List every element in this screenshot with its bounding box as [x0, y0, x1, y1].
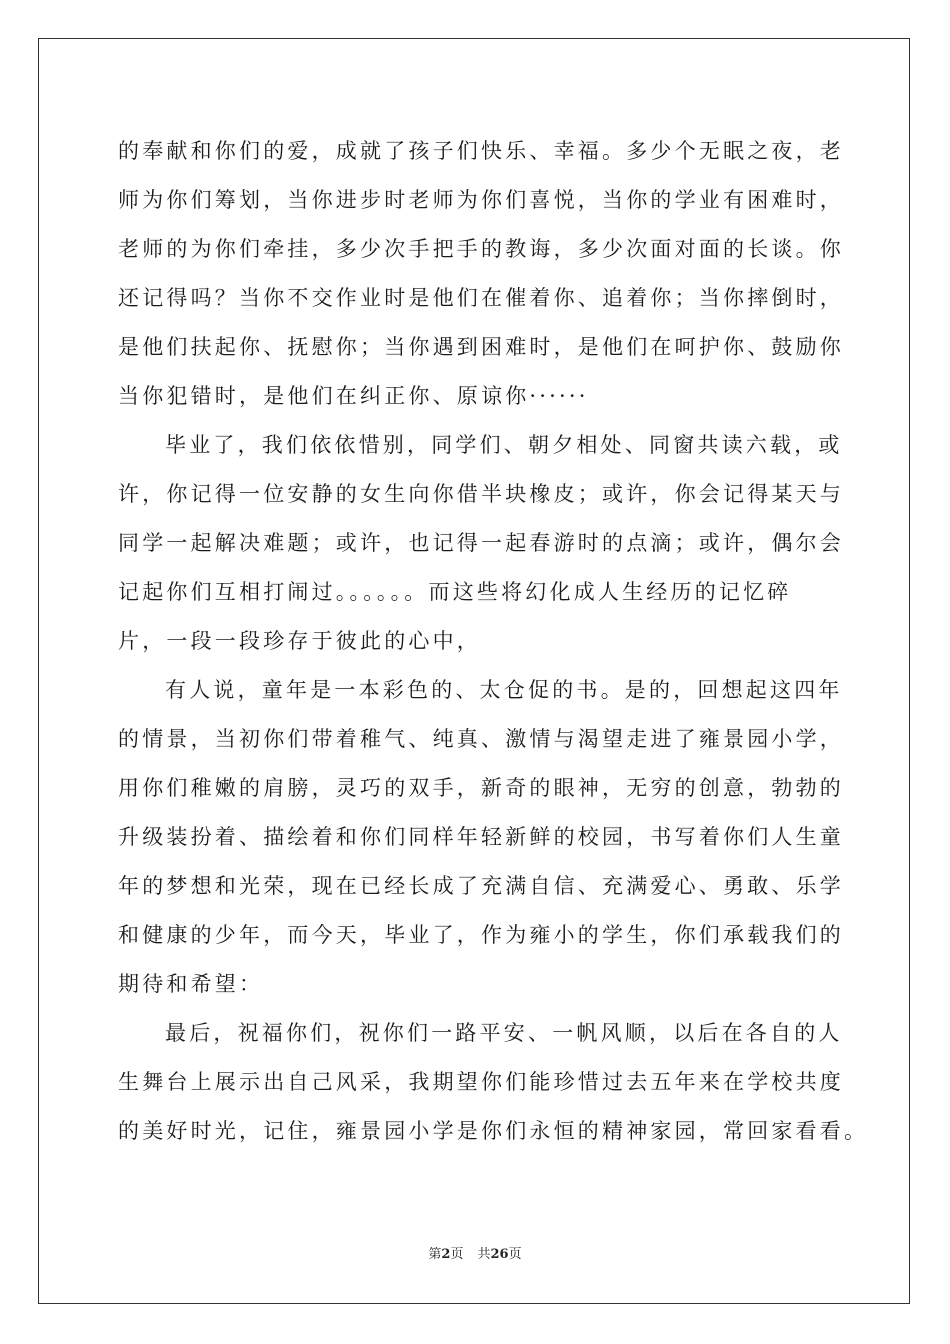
text-line: 期待和希望：	[118, 972, 264, 996]
page-prefix: 第	[428, 1247, 442, 1262]
current-page-number: 2	[441, 1247, 451, 1262]
text-line: 老师的为你们牵挂，多少次手把手的教诲，多少次面对面的长谈。你	[118, 237, 844, 261]
text-line: 升级装扮着、描绘着和你们同样年轻新鲜的校园，书写着你们人生童	[118, 825, 844, 849]
text-line: 当你犯错时，是他们在纠正你、原谅你······	[118, 384, 589, 408]
text-line: 的美好时光，记住，雍景园小学是你们永恒的精神家园，常回家看看。	[118, 1119, 869, 1143]
text-line: 许，你记得一位安静的女生向你借半块橡皮；或许，你会记得某天与	[118, 482, 844, 506]
text-line: 生舞台上展示出自己风采，我期望你们能珍惜过去五年来在学校共度	[118, 1070, 844, 1094]
text-line: 的情景，当初你们带着稚气、纯真、激情与渴望走进了雍景园小学，	[118, 727, 844, 751]
text-line: 师为你们筹划，当你进步时老师为你们喜悦，当你的学业有困难时，	[118, 188, 844, 212]
text-line: 记起你们互相打闹过。。。。。。而这些将幻化成人生经历的记忆碎	[118, 580, 792, 604]
text-line: 年的梦想和光荣，现在已经长成了充满自信、充满爱心、勇敢、乐学	[118, 874, 844, 898]
page-unit: 页	[450, 1247, 464, 1262]
document-body	[118, 127, 869, 1156]
text-line: 是他们扶起你、抚慰你；当你遇到困难时，是他们在呵护你、鼓励你	[118, 335, 844, 359]
paragraph-start-line: 最后，祝福你们，祝你们一路平安、一帆风顺，以后在各自的人	[165, 1021, 843, 1045]
page-footer	[0, 1246, 950, 1264]
paragraph-start-line: 有人说，童年是一本彩色的、太仓促的书。是的，回想起这四年	[165, 678, 843, 702]
text-line: 片，一段一段珍存于彼此的心中，	[118, 629, 481, 653]
total-unit: 页	[508, 1247, 522, 1262]
total-page-count: 26	[490, 1247, 509, 1262]
text-line: 的奉献和你们的爱，成就了孩子们快乐、幸福。多少个无眠之夜，老	[118, 139, 844, 163]
text-line: 同学一起解决难题；或许，也记得一起春游时的点滴；或许，偶尔会	[118, 531, 844, 555]
text-line: 用你们稚嫩的肩膀，灵巧的双手，新奇的眼神，无穷的创意，勃勃的	[118, 776, 844, 800]
total-prefix: 共	[477, 1247, 491, 1262]
text-line: 还记得吗？当你不交作业时是他们在催着你、追着你；当你摔倒时，	[118, 286, 844, 310]
paragraph-start-line: 毕业了，我们依依惜别，同学们、朝夕相处、同窗共读六载，或	[165, 433, 843, 457]
text-line: 和健康的少年，而今天，毕业了，作为雍小的学生，你们承载我们的	[118, 923, 844, 947]
